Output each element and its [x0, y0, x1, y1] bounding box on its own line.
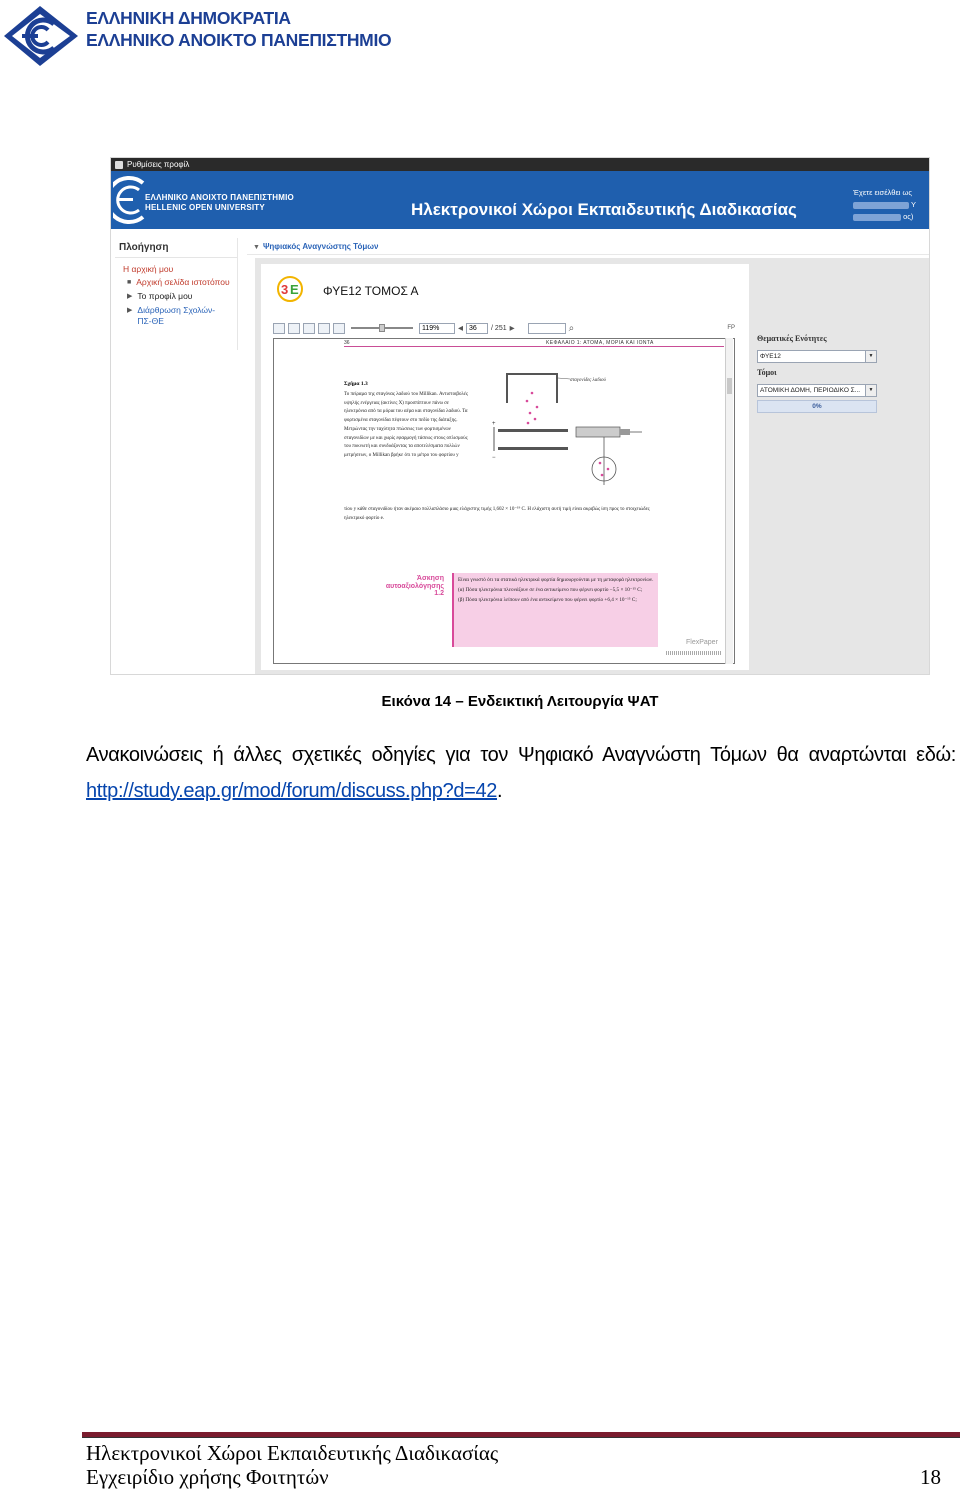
reader-block-title[interactable]: [253, 242, 378, 251]
figure-caption: Σχήμα 1.3: [344, 381, 368, 387]
nav-item-site-home[interactable]: [127, 277, 237, 288]
collapse-icon: ▼: [253, 244, 260, 251]
body-paragraph: [86, 737, 956, 809]
search-icon[interactable]: ⌕: [568, 322, 575, 334]
footer-subtitle: Εγχειρίδιο χρήσης Φοιτητών: [86, 1465, 329, 1489]
nav-item-label: Το προφίλ μου: [137, 291, 193, 301]
self-evaluation-intro: Είναι γνωστό ότι τα στατικά ηλεκτρικά φορτία δημιουργούνται με τη μεταφορά ηλεκτρονίων.: [458, 577, 654, 583]
reader-side-panel: [753, 264, 927, 670]
nav-item-schools[interactable]: [127, 305, 237, 327]
footer-rule-thin: [82, 1437, 960, 1438]
zoom-slider[interactable]: [351, 327, 413, 329]
zoom-slider-knob[interactable]: [379, 324, 385, 332]
zoom-input[interactable]: 119%: [419, 323, 455, 334]
header-line-2: ΕΛΛΗΝΙΚΟ ΑΝΟΙΚΤΟ ΠΑΝΕΠΙΣΤΗΜΙΟ: [86, 30, 392, 50]
navigation-block: [115, 238, 237, 327]
svg-text:Ε: Ε: [290, 282, 299, 297]
thumbnails-icon[interactable]: [303, 323, 315, 334]
single-page-icon[interactable]: [273, 323, 285, 334]
triangle-right-icon: ▶: [127, 293, 133, 300]
two-page-icon[interactable]: [288, 323, 300, 334]
login-suffix-y: Υ: [910, 200, 916, 209]
header-line-1: ΕΛΛΗΝΙΚΗ ΔΗΜΟΚΡΑΤΙΑ: [86, 8, 291, 28]
self-evaluation-question-a: (α) Πόσα ηλεκτρόνια πλεονάζουν σε ένα αντικείμενο που φέρνει φορτίο −5,5 × 10⁻¹⁵ C;: [458, 587, 643, 594]
fit-page-icon[interactable]: [333, 323, 345, 334]
figure-text: Το πείραμα της σταγόνας λαδιού του Millikan. Αντιστοιβολές υψηλής ενέργειας (ακτίνες Χ) προσπίπτουν πάνω σε ηλεκτρόνια από τα μόρια του αέρα και σταγονίδια λαδιού. Τα φορτισμένα σταγονίδια πέφτουν στο πεδίο της διάταξης. Μετρώντας την ταχύτητα πτώσεως των φορτισμένων σταγονιδίων με και χωρίς εφαρμογή τάσεως στους οπλισμούς του πυκνωτή και συνδυάζοντας τα αποτελέσματα πολλών μετρήσεων, ο Millikan βρήκε ότι το μέτρο του φορτίου y: [344, 392, 468, 458]
unit-select[interactable]: [757, 350, 877, 363]
book-title: ΦΥΕ12 ΤΟΜΟΣ Α: [323, 284, 419, 298]
page-head-rule: [344, 346, 724, 347]
forum-link[interactable]: http://study.eap.gr/mod/forum/discuss.php?d=42: [86, 780, 498, 802]
footer-title: Ηλεκτρονικοί Χώροι Εκπαιδευτικής Διαδικασίας: [86, 1441, 499, 1465]
redacted-name: [853, 202, 909, 209]
nav-item-label: Διάρθρωση Σχολών-ΠΣ-ΘΕ: [137, 305, 216, 326]
volumes-label: Τόμοι: [757, 368, 777, 377]
figure-text-continued: τίου y κάθε σταγονιδίου ήταν ακέραιο πολλαπλάσιο μιας ελάχιστης τιμής 1,602 × 10⁻¹⁹ C. Η ελάχιστη αυτή τιμή είναι ακριβώς ίση προς το στοιχειώδες ηλεκτρικό φορτίο e.: [344, 507, 650, 521]
login-info: [853, 187, 916, 223]
volume-select[interactable]: [757, 384, 877, 397]
nav-title: Πλοήγηση: [115, 238, 237, 258]
user-icon: [115, 161, 123, 169]
chevron-down-icon: ▼: [865, 385, 876, 396]
figure-caption-title: Εικόνα 14 – Ενδεικτική Λειτουργία ΨΑΤ: [381, 693, 659, 710]
self-evaluation-box: [452, 573, 658, 647]
self-evaluation-label: [372, 575, 444, 598]
book-panel: [261, 264, 749, 670]
progress-indicator: 0%: [757, 400, 877, 413]
svg-text:+: +: [492, 421, 496, 427]
units-label: Θεματικές Ενότητες: [757, 334, 827, 343]
reader-block-title-label: Ψηφιακός Αναγνώστης Τόμων: [262, 242, 379, 251]
banner-name-english: HELLENIC OPEN UNIVERSITY: [145, 203, 265, 212]
next-page-icon[interactable]: ▸: [509, 322, 515, 334]
self-evaluation-question-b: (β) Πόσα ηλεκτρόνια λείπουν από ένα αντικείμενο που φέρνει φορτίο +6,4 × 10⁻¹⁵ C;: [458, 597, 637, 604]
chapter-heading: ΚΕΦΑΛΑΙΟ 1: ΑΤΟΜΑ, ΜΟΡΙΑ ΚΑΙ ΙΟΝΤΑ: [546, 340, 654, 346]
unit-select-value: ΦΥΕ12: [760, 353, 781, 360]
flexpaper-watermark: FlexPaper: [686, 639, 718, 646]
triangle-right-icon: ▶: [127, 307, 133, 314]
fit-width-icon[interactable]: [318, 323, 330, 334]
eap-logo-icon: [2, 4, 80, 68]
profile-settings-link[interactable]: [115, 158, 189, 171]
self-evaluation-title: Άσκηση: [416, 575, 444, 582]
nav-item-profile[interactable]: [127, 291, 237, 302]
millikan-apparatus-figure: [492, 365, 664, 513]
search-input[interactable]: [528, 323, 566, 334]
banner-name-greek: ΕΛΛΗΝΙΚΟ ΑΝΟΙΧΤΟ ΠΑΝΕΠΙΣΤΗΜΙΟ: [145, 193, 294, 202]
reader-viewer: [255, 258, 930, 675]
page-input[interactable]: 36: [466, 323, 488, 334]
3e-logo-icon: [275, 274, 305, 304]
divider: [247, 254, 930, 255]
prev-page-icon[interactable]: ◂: [458, 322, 464, 334]
login-text: Έχετε εισέλθει ως: [853, 188, 913, 197]
document-header: [0, 0, 960, 72]
book-page: [273, 338, 735, 664]
login-suffix: ος): [903, 212, 914, 221]
page-scrollbar[interactable]: [725, 338, 733, 664]
svg-text:−: −: [492, 455, 496, 461]
banner-title: Ηλεκτρονικοί Χώροι Εκπαιδευτικής Διαδικασίας: [411, 200, 797, 219]
body-end: .: [497, 780, 503, 802]
self-evaluation-subtitle: αυτοαξιολόγησης: [385, 582, 444, 590]
viewer-toolbar: [273, 320, 735, 336]
body-text: Ανακοινώσεις ή άλλες σχετικές οδηγίες για τον Ψηφιακό Αναγνώστη Τόμων θα αναρτώνται εδώ:: [86, 744, 956, 766]
screenshot-topbar: [111, 158, 930, 171]
eap-banner-logo-icon: [113, 173, 147, 227]
scrollbar-thumb[interactable]: [727, 378, 732, 394]
screenshot-banner: [111, 171, 930, 229]
nav-item-label: Αρχική σελίδα ιστοτόπου: [136, 277, 230, 287]
page-number: 36: [344, 340, 350, 346]
page-number-footer: 18: [920, 1465, 941, 1489]
embedded-screenshot: [110, 157, 930, 675]
figure-label: σταγονίδες λαδιού: [570, 378, 606, 383]
total-pages: / 251: [491, 324, 507, 332]
toolbar-fp: FP: [727, 325, 735, 331]
svg-text:3: 3: [281, 282, 289, 297]
self-evaluation-number: 1.2: [434, 590, 444, 598]
profile-settings-label: Ρυθμίσεις προφίλ: [127, 160, 190, 169]
volume-select-value: ΑΤΟΜΙΚΗ ΔΟΜΗ, ΠΕΡΙΟΔΙΚΟ Σ...: [760, 387, 861, 394]
redacted-role: [853, 214, 901, 221]
bullet-icon: ■: [127, 279, 132, 286]
nav-home-link[interactable]: Η αρχική μου: [123, 264, 174, 274]
nav-divider: [237, 238, 238, 350]
flexpaper-bar: [666, 651, 722, 655]
chevron-down-icon: ▼: [865, 351, 876, 362]
